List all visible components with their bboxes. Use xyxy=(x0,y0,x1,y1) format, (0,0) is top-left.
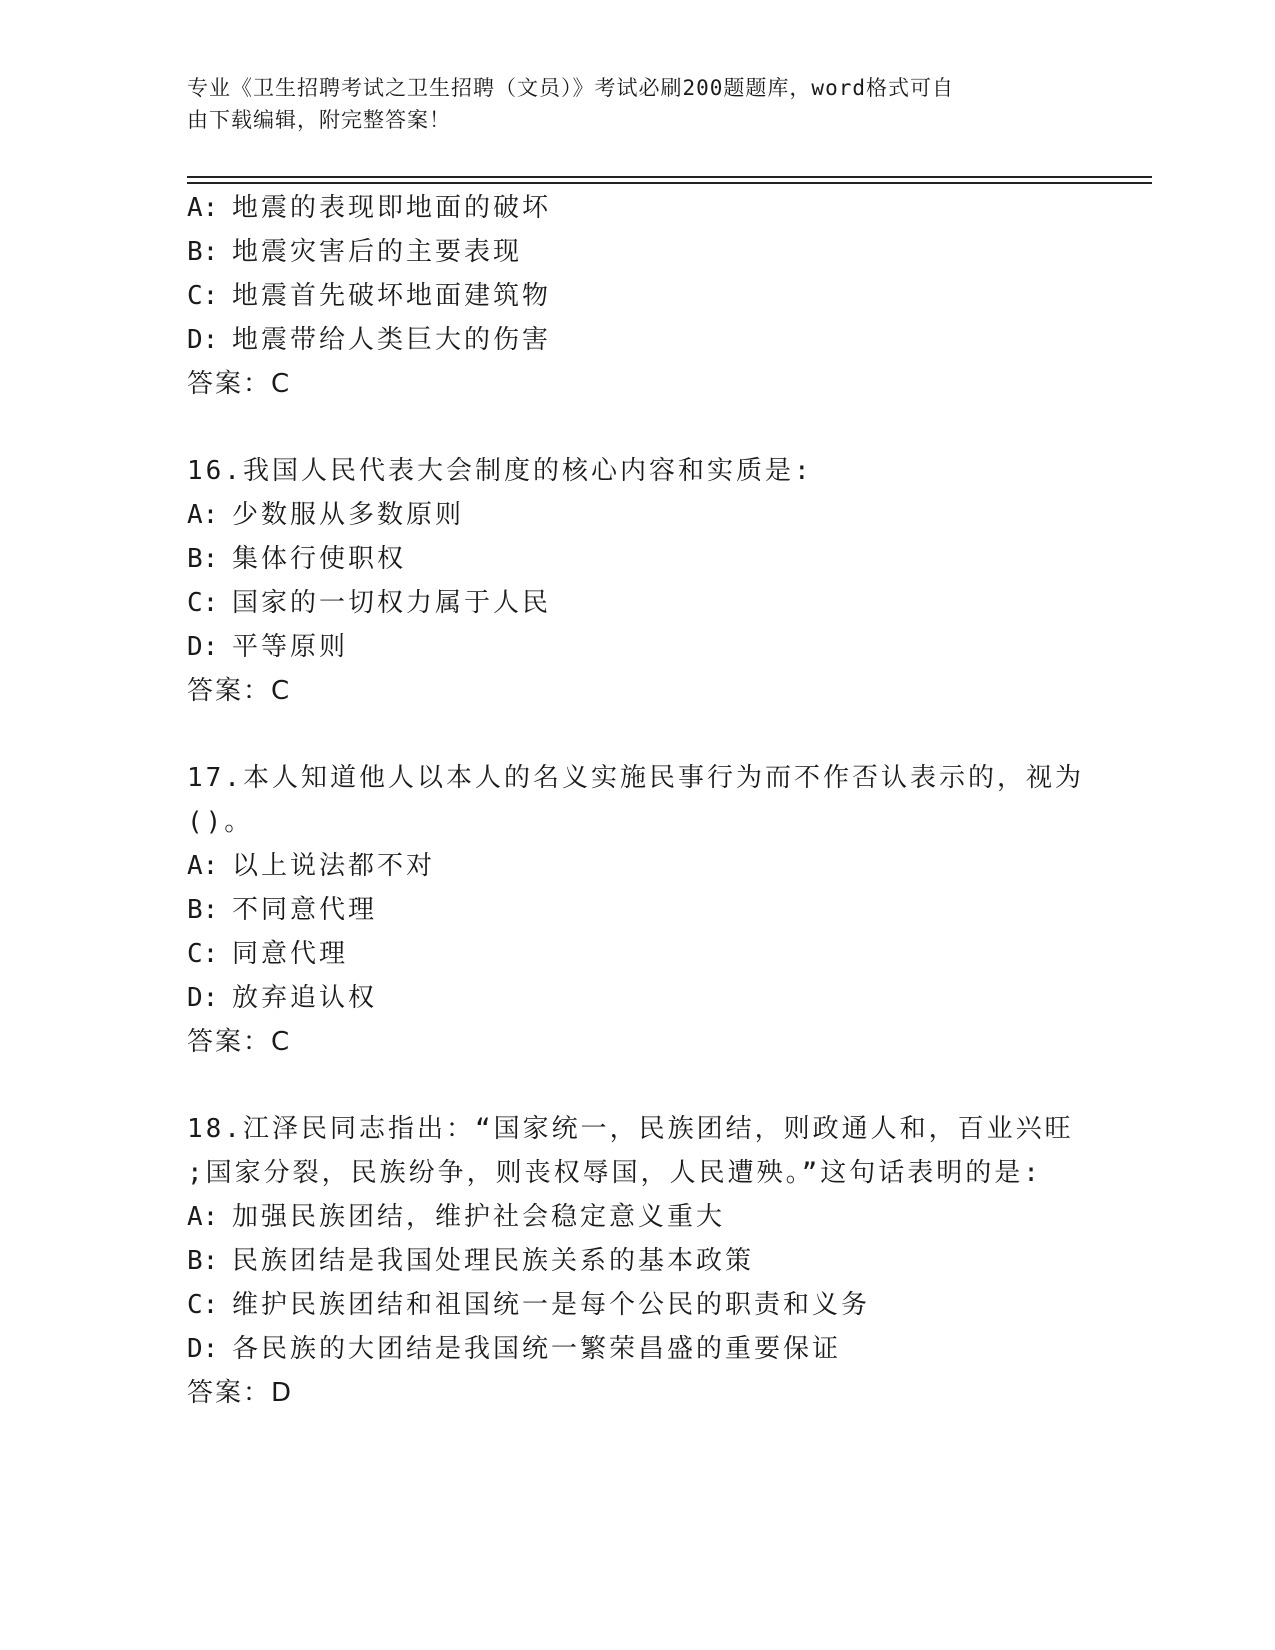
option-label: A: xyxy=(187,851,219,881)
q15-option-c xyxy=(187,279,1087,313)
q16-answer: 答案：C xyxy=(187,676,292,706)
option-text: 加强民族团结，维护社会稳定意义重大 xyxy=(232,1202,726,1232)
option-label: B: xyxy=(187,237,219,267)
option-label: B: xyxy=(187,1246,219,1276)
option-text: 不同意代理 xyxy=(232,895,378,925)
option-text: 放弃追认权 xyxy=(232,983,378,1013)
option-label: D: xyxy=(187,632,219,662)
q18-stem-line-2: ;国家分裂，民族纷争，则丧权辱国，人民遭殃。”这句话表明的是: xyxy=(187,1158,1042,1188)
option-text: 集体行使职权 xyxy=(232,544,407,574)
option-label: D: xyxy=(187,325,219,355)
option-text: 同意代理 xyxy=(232,939,349,969)
q17-stem-line-1: 17.本人知道他人以本人的名义实施民事行为而不作否认表示的，视为 xyxy=(187,763,1084,793)
option-text: 平等原则 xyxy=(232,632,349,662)
q18-stem-line-1: 18.江泽民同志指出：“国家统一，民族团结，则政通人和，百业兴旺 xyxy=(187,1114,1074,1144)
option-label: C: xyxy=(187,588,219,618)
q15-option-d xyxy=(187,323,1087,357)
option-text: 少数服从多数原则 xyxy=(232,500,465,530)
q17-option-d xyxy=(187,981,1087,1015)
header-divider-bottom xyxy=(187,182,1152,184)
option-text: 维护民族团结和祖国统一是每个公民的职责和义务 xyxy=(232,1290,871,1320)
option-label: D: xyxy=(187,983,219,1013)
header-line-2: 由下载编辑，附完整答案！ xyxy=(187,108,451,132)
option-label: C: xyxy=(187,939,219,969)
q16-stem: 16.我国人民代表大会制度的核心内容和实质是: xyxy=(187,456,813,486)
option-label: B: xyxy=(187,895,219,925)
option-label: B: xyxy=(187,544,219,574)
q16-option-a xyxy=(187,498,1087,532)
document-header xyxy=(187,72,1067,136)
option-text: 地震带给人类巨大的伤害 xyxy=(232,325,552,355)
option-label: D: xyxy=(187,1334,219,1364)
q18-option-b xyxy=(187,1244,1087,1278)
q18-option-d xyxy=(187,1332,1087,1366)
header-divider-top xyxy=(187,176,1152,178)
option-text: 民族团结是我国处理民族关系的基本政策 xyxy=(232,1246,755,1276)
q15-option-b xyxy=(187,235,1087,269)
q16-option-d xyxy=(187,630,1087,664)
q18-option-a xyxy=(187,1200,1087,1234)
q16-option-b xyxy=(187,542,1087,576)
q18-answer: 答案：D xyxy=(187,1378,294,1408)
q17-answer: 答案：C xyxy=(187,1027,292,1057)
q17-option-b xyxy=(187,893,1087,927)
q16-option-c xyxy=(187,586,1087,620)
option-label: A: xyxy=(187,500,219,530)
q18-option-c xyxy=(187,1288,1087,1322)
option-label: C: xyxy=(187,1290,219,1320)
option-text: 各民族的大团结是我国统一繁荣昌盛的重要保证 xyxy=(232,1334,842,1364)
option-text: 以上说法都不对 xyxy=(232,851,436,881)
q15-answer: 答案：C xyxy=(187,369,292,399)
option-label: C: xyxy=(187,281,219,311)
q17-option-c xyxy=(187,937,1087,971)
option-text: 国家的一切权力属于人民 xyxy=(232,588,552,618)
option-text: 地震灾害后的主要表现 xyxy=(232,237,523,267)
option-label: A: xyxy=(187,1202,219,1232)
option-label: A: xyxy=(187,193,219,223)
q17-stem-line-2: ()。 xyxy=(187,807,254,837)
header-line-1: 专业《卫生招聘考试之卫生招聘（文员）》考试必刷200题题库，word格式可自 xyxy=(187,76,954,100)
q15-option-a xyxy=(187,191,1087,225)
option-text: 地震的表现即地面的破坏 xyxy=(232,193,552,223)
option-text: 地震首先破坏地面建筑物 xyxy=(232,281,552,311)
q17-option-a xyxy=(187,849,1087,883)
